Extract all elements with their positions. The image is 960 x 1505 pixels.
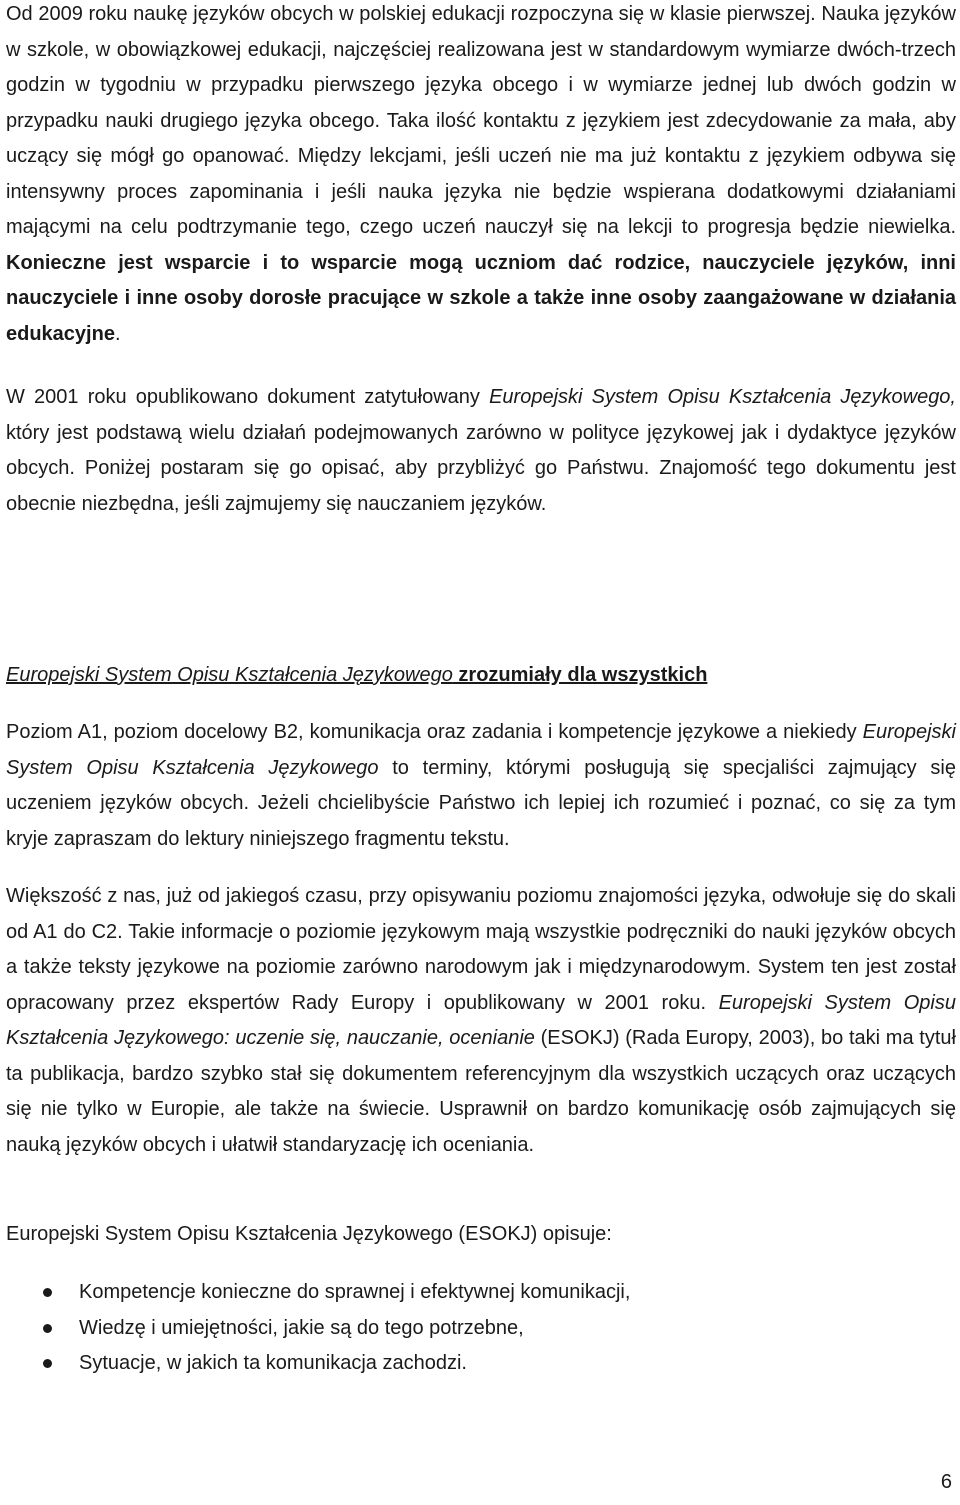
scale-text-1: Większość z nas, już od jakiegoś czasu, przy opisywaniu poziomu znajomości języka, odwołuje się do skali od A1 do C2. Takie informacje o poziomie językowym mają wszystkie podręczniki do nauki języków obcych a także teksty językowe na poziomie zarówno narodowym jak i międzynarodowym. System ten jest został opracowany przez ekspertów Rady Europy i opublikowany w 2001 roku.: [6, 885, 956, 1014]
terms-italic: Europejski System Opisu Kształcenia Językowego: [6, 721, 956, 779]
paragraph-intro: [6, 0, 956, 352]
heading-bold-rest: zrozumiały dla wszystkich: [452, 664, 708, 686]
scale-italic: Europejski System Opisu Kształcenia Językowego: uczenie się, nauczanie, ocenianie: [6, 991, 956, 1049]
terms-text-1: Poziom A1, poziom docelowy B2, komunikacja oraz zadania i kompetencje językowe a niekiedy: [6, 721, 863, 743]
intro-end: .: [114, 322, 121, 345]
scale-text-2: (ESOKJ) (Rada Europy, 2003), bo taki ma tytuł ta publikacja, bardzo szybko stał się dokumentem referencyjnym dla wszystkich uczących oraz uczących się nie tylko w Europie, ale także na świecie. Usprawnił on bardzo komunikację osób zajmujących się nauką języków obcych i ułatwił standaryzację ich oceniania.: [6, 1027, 956, 1156]
bullet-icon: [43, 1359, 52, 1368]
paragraph-scale: [6, 879, 956, 1163]
bullet-icon: [43, 1288, 52, 1297]
bullet-icon: [43, 1324, 52, 1333]
list-item: [6, 1311, 956, 1347]
list-item-text: Wiedzę i umiejętności, jakie są do tego potrzebne,: [79, 1316, 524, 1339]
paragraph-describes: Europejski System Opisu Kształcenia Językowego (ESOKJ) opisuje:: [6, 1223, 612, 1245]
list-item: [6, 1346, 956, 1382]
list-item-text: Sytuacje, w jakich ta komunikacja zachodzi.: [79, 1352, 467, 1374]
bullet-list: [6, 1275, 956, 1382]
terms-text-2: to terminy, którymi posługują się specjaliści zajmujący się uczeniem języków obcych. Jeżeli chcielibyście Państwo ich lepiej ich rozumieć i poznać, co się za tym kryje zapraszam do lektury niniejszego fragmentu tekstu.: [6, 756, 956, 850]
cefr-title-italic: Europejski System Opisu Kształcenia Językowego,: [489, 386, 956, 408]
list-item: [6, 1275, 956, 1311]
page-number: 6: [940, 1471, 952, 1493]
cefr-intro-text-1: W 2001 roku opublikowano dokument zatytułowany: [6, 386, 490, 408]
intro-text: Od 2009 roku naukę języków obcych w polskiej edukacji rozpoczyna się w klasie pierwszej. Nauka języków w szkole, w obowiązkowej edukacji, najczęściej realizowana jest w standardowym wymiarze dwóch-trzech godzin w tygodniu w przypadku pierwszego języka obcego i w wymiarze jednej lub dwóch godzin w przypadku nauki drugiego języka obcego. Taka ilość kontaktu z językiem jest zdecydowanie za mała, aby uczący się mógł go opanować. Między lekcjami, jeśli uczeń nie ma już kontaktu z językiem odbywa się intensywny proces zapominania i jeśli nauka języka nie będzie wspierana dodatkowymi działaniami mającymi na celu podtrzymanie tego, czego uczeń nauczył się na lekcji to progresja będzie niewielka.: [6, 3, 956, 238]
paragraph-terms: [6, 715, 956, 857]
intro-bold-text: Konieczne jest wsparcie i to wsparcie mogą uczniom dać rodzice, nauczyciele języków, inni nauczyciele i inne osoby dorosłe pracujące w szkole a także inne osoby zaangażowane w działania edukacyjne: [6, 251, 956, 345]
paragraph-cefr-intro: [6, 380, 956, 522]
heading-italic-underlined: Europejski System Opisu Kształcenia Językowego: [6, 664, 453, 686]
section-heading: [6, 658, 956, 693]
list-item-text: Kompetencje konieczne do sprawnej i efektywnej komunikacji,: [79, 1281, 631, 1303]
cefr-intro-text-2: który jest podstawą wielu działań podejmowanych zarówno w polityce językowej jak i dydaktyce języków obcych. Poniżej postaram się go opisać, aby przybliżyć go Państwu. Znajomość tego dokumentu jest obecnie niezbędna, jeśli zajmujemy się nauczaniem języków.: [6, 421, 956, 515]
